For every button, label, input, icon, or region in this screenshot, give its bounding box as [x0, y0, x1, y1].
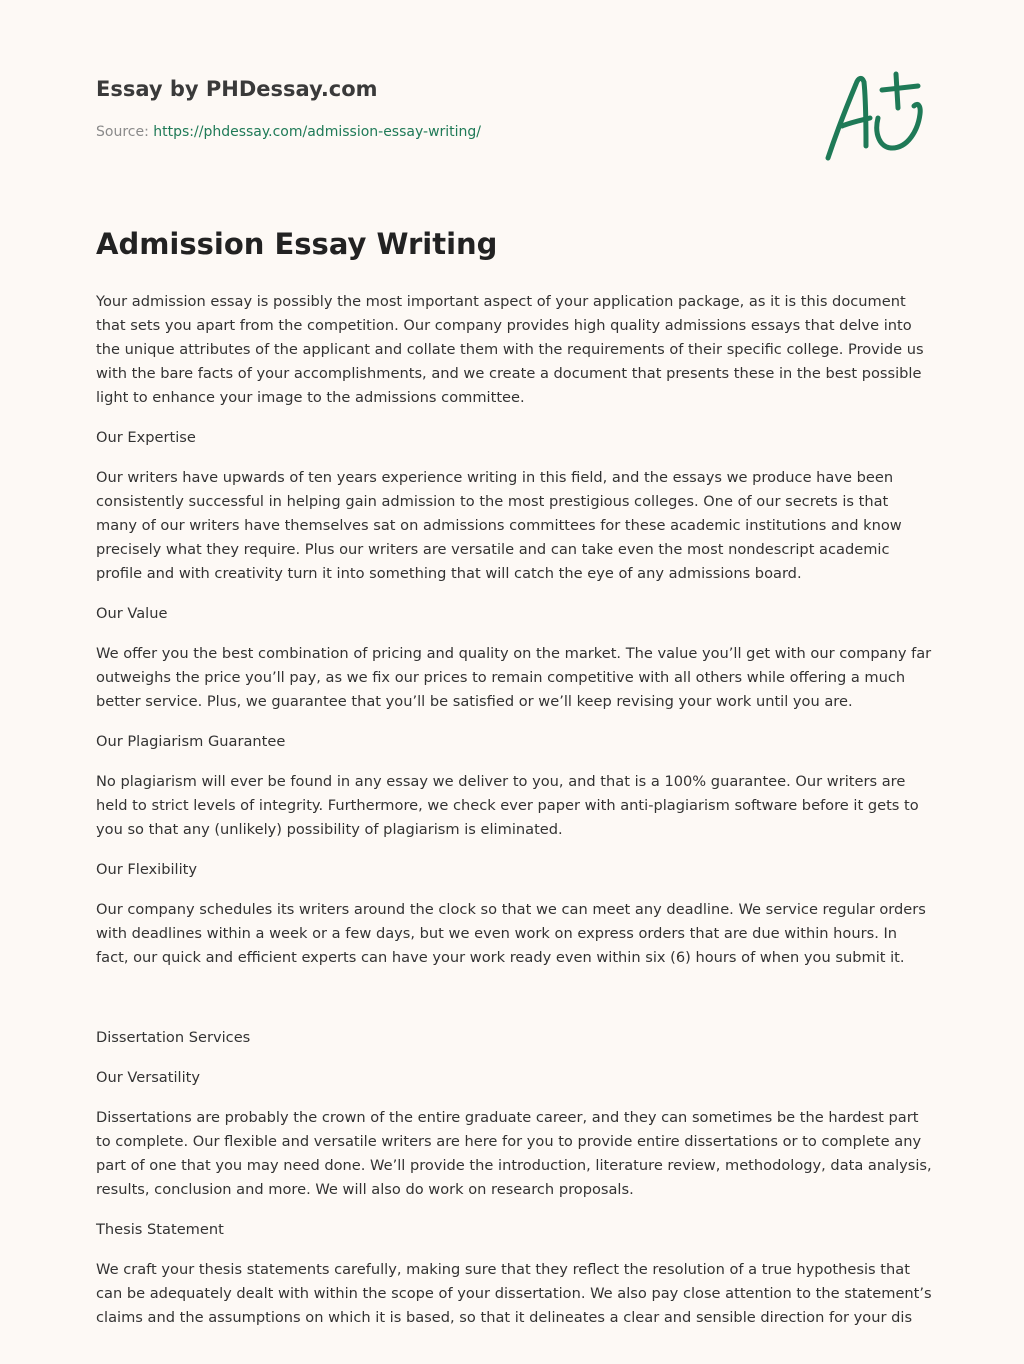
section-heading-thesis: Thesis Statement: [96, 1221, 224, 1238]
source-link[interactable]: https://phdessay.com/admission-essay-writing/: [153, 124, 482, 140]
document-body: [96, 224, 932, 1346]
document-header: [96, 74, 796, 142]
section-heading-value: Our Value: [96, 605, 168, 622]
document-title: Admission Essay Writing: [96, 227, 498, 261]
plagiarism-paragraph: No plagiarism will ever be found in any essay we deliver to you, and that is a 100% guarantee. Our writers are held to strict levels of integrity. Furthermore, we check ever paper with anti-plagiarism software before it gets to you so that any (unlikely) possibility of plagiarism is eliminated.: [96, 773, 919, 838]
section-heading-flexibility: Our Flexibility: [96, 861, 198, 878]
section-heading-dissertation-services: Dissertation Services: [96, 1029, 251, 1046]
source-label: Source:: [96, 124, 154, 140]
value-paragraph: We offer you the best combination of pricing and quality on the market. The value you’ll get with our company far outweighs the price you’ll pay, as we fix our prices to remain competitive with all others while offering a much better service. Plus, we guarantee that you’ll be satisfied or we’ll keep revising your work until you are.: [96, 645, 932, 710]
section-heading-versatility: Our Versatility: [96, 1069, 200, 1086]
thesis-paragraph: We craft your thesis statements carefully, making sure that they reflect the resolution of a true hypothesis that can be adequately dealt with within the scope of your dissertation. We also pay close attention to the statement’s claims and the assumptions on which it is based, so that it delineates a clear and sensible direction for your dis: [96, 1261, 932, 1326]
flexibility-paragraph: Our company schedules its writers around the clock so that we can meet any deadline. We service regular orders with deadlines within a week or a few days, but we even work on express orders that are due within hours. In fact, our quick and efficient experts can have your work ready even within six (6) hours of when you submit it.: [96, 901, 926, 966]
section-heading-plagiarism: Our Plagiarism Guarantee: [96, 733, 286, 750]
a-plus-icon: [822, 68, 928, 164]
source-line: [96, 122, 796, 142]
versatility-paragraph: Dissertations are probably the crown of the entire graduate career, and they can sometimes be the hardest part to complete. Our flexible and versatile writers are here for you to provide entire dissertations or to complete any part of one that you may need done. We’ll provide the introduction, literature review, methodology, data analysis, results, conclusion and more. We will also do work on research proposals.: [96, 1109, 932, 1198]
intro-paragraph: Your admission essay is possibly the most important aspect of your application package, as it is this document that sets you apart from the competition. Our company provides high quality admissions essays that delve into the unique attributes of the applicant and collate them with the requirements of their specific college. Provide us with the bare facts of your accomplishments, and we create a document that presents these in the best possible light to enhance your image to the admissions committee.: [96, 293, 924, 406]
section-heading-expertise: Our Expertise: [96, 429, 196, 446]
site-title: Essay by PHDessay.com: [96, 77, 378, 101]
expertise-paragraph: Our writers have upwards of ten years experience writing in this field, and the essays we produce have been consistently successful in helping gain admission to the most prestigious colleges. One of our secrets is that many of our writers have themselves sat on admissions committees for these academic institutions and know precisely what they require. Plus our writers are versatile and can take even the most nondescript academic profile and with creativity turn it into something that will catch the eye of any admissions board.: [96, 469, 902, 582]
